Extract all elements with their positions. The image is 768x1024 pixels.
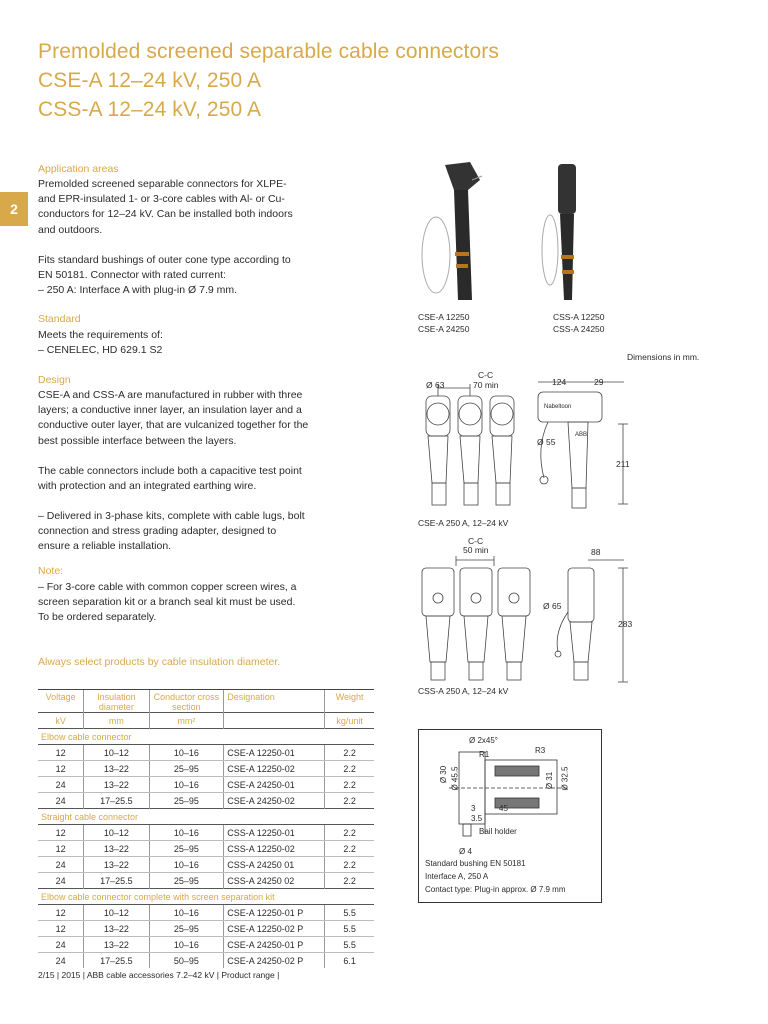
bushing-r1: R1 (479, 750, 490, 759)
chapter-tab: 2 (0, 192, 28, 226)
dimensions-note: Dimensions in mm. (627, 352, 700, 362)
table-cell: 2.2 (325, 873, 374, 889)
table-cell: CSE-A 24250-02 (224, 793, 325, 809)
table-cell: 25–95 (149, 761, 224, 777)
cse-drawing-caption: CSE-A 250 A, 12–24 kV (418, 518, 509, 528)
group-label: Elbow cable connector complete with screen separation kit (38, 889, 374, 905)
table-row (38, 857, 374, 873)
header-voltage: Voltage (38, 690, 84, 713)
table-cell: 13–22 (84, 857, 149, 873)
table-cell: 13–22 (84, 777, 149, 793)
css-caption-2: CSS-A 24250 (553, 324, 605, 334)
table-cell: 13–22 (84, 761, 149, 777)
table-cell: 50–95 (149, 953, 224, 969)
table-cell: 10–16 (149, 825, 224, 841)
css-a-product-photo (540, 160, 600, 310)
table-cell: 17–25.5 (84, 793, 149, 809)
table-header-row (38, 690, 374, 713)
table-cell: 17–25.5 (84, 953, 149, 969)
table-cell: 10–16 (149, 905, 224, 921)
table-cell: 24 (55, 795, 66, 806)
bushing-dim-45: 45 (499, 804, 508, 813)
table-row (38, 937, 374, 953)
page-subtitle-css: CSS-A 12–24 kV, 250 A (38, 98, 262, 121)
table-cell: 24 (38, 857, 84, 873)
table-cell: 24 (38, 937, 84, 953)
css-a-dimension-drawing (418, 552, 648, 687)
table-cell: 25–95 (149, 921, 224, 937)
css-cc-value: 50 min (463, 545, 489, 555)
table-cell: 25–95 (149, 873, 224, 889)
table-cell: 12 (38, 745, 84, 761)
design-text-3: – Delivered in 3-phase kits, complete with cable lugs, bolt connection and stress grading adapter, designed to ensure a reliable installation. (38, 510, 305, 553)
table-cell: 2.2 (325, 825, 374, 841)
table-cell: 2.2 (325, 793, 374, 809)
bushing-interface: Interface A, 250 A (425, 872, 489, 881)
bushing-standard: Standard bushing EN 50181 (425, 859, 526, 868)
table-group-row (38, 809, 374, 825)
bushing-drawing (419, 730, 601, 860)
table-cell: 10–16 (149, 937, 224, 953)
cse-caption-2: CSE-A 24250 (418, 324, 470, 334)
table-row (38, 761, 374, 777)
cse-dia-55: Ø 55 (537, 437, 556, 447)
table-cell: CSS-A 12250-02 (224, 841, 325, 857)
table-row (38, 905, 374, 921)
table-group-row (38, 889, 374, 905)
bushing-d455: Ø 45.5 (450, 766, 460, 791)
table-cell: 6.1 (325, 953, 374, 969)
note-heading: Note: (38, 565, 64, 577)
standard-text: Meets the requirements of: – CENELEC, HD 629.1 S2 (38, 329, 163, 357)
table-cell: 10–12 (84, 905, 149, 921)
table-cell: CSE-A 12250-02 P (224, 921, 325, 937)
cse-a-dimension-drawing (418, 368, 648, 518)
table-cell: CSE-A 24250-01 P (224, 937, 325, 953)
table-cell: 13–22 (84, 841, 149, 857)
table-cell: CSS-A 12250-01 (224, 825, 325, 841)
table-cell: 10–12 (84, 825, 149, 841)
table-cell: 5.5 (325, 921, 374, 937)
bushing-d31: Ø 31 (545, 771, 555, 790)
table-row (38, 825, 374, 841)
css-caption-1: CSS-A 12250 (553, 312, 605, 322)
bushing-d30: Ø 30 (439, 765, 449, 784)
table-cell: 10–16 (149, 857, 224, 873)
table-row (38, 953, 374, 969)
table-cell: 12 (38, 841, 84, 857)
note-text: – For 3-core cable with common copper screen wires, a screen separation kit or a branch seal kit must be used. To be ordered separately. (38, 581, 297, 624)
bushing-dim-35: 3.5 (471, 814, 483, 823)
table-group-row (38, 729, 374, 745)
product-table (38, 689, 374, 968)
table-cell: 12 (38, 905, 84, 921)
bushing-r3: R3 (535, 746, 546, 755)
header-insulation: Insulation diameter (84, 690, 149, 713)
selection-hint: Always select products by cable insulation diameter. (38, 656, 281, 668)
table-cell: 2.2 (325, 761, 374, 777)
header-conductor: Conductor cross section (149, 690, 224, 713)
table-cell: 2.2 (325, 745, 374, 761)
bushing-drawing-box (418, 729, 602, 903)
group-label: Straight cable connector (38, 809, 374, 825)
cse-cc-label: C-C (478, 370, 494, 380)
bushing-dim-3: 3 (471, 804, 476, 813)
cse-dia-left: Ø 63 (426, 380, 445, 390)
table-cell: 2.2 (325, 841, 374, 857)
table-cell: 5.5 (325, 905, 374, 921)
page-subtitle-cse: CSE-A 12–24 kV, 250 A (38, 69, 262, 92)
table-cell: CSE-A 24250-02 P (224, 953, 325, 969)
table-cell: 24 (38, 777, 84, 793)
table-cell: 2.2 (325, 857, 374, 873)
table-row (38, 793, 374, 809)
table-cell: 13–22 (84, 937, 149, 953)
table-cell: CSE-A 24250-01 (224, 777, 325, 793)
cse-brand-label: Nabeltoon (544, 404, 572, 410)
standard-heading: Standard (38, 313, 81, 325)
bushing-d325: Ø 32.5 (560, 766, 570, 791)
cse-dim-29: 29 (594, 377, 604, 387)
table-cell: 25–95 (149, 841, 224, 857)
table-cell: 5.5 (325, 937, 374, 953)
design-text: CSE-A and CSS-A are manufactured in rubber with three layers; a conductive inner layer, an insulation layer and a conductive outer layer, that are vulcanized together for the best possible interface between the layers. (38, 389, 309, 447)
table-units-row: kV mm mm² kg/unit (38, 713, 374, 729)
table-cell: CSE-A 12250-01 (224, 745, 325, 761)
table-cell: 10–12 (84, 745, 149, 761)
css-cc-label: C-C (468, 536, 484, 546)
page-title: Premolded screened separable cable connectors (38, 40, 499, 63)
css-dia-65: Ø 65 (543, 601, 562, 611)
cse-caption-1: CSE-A 12250 (418, 312, 470, 322)
header-designation: Designation (224, 690, 325, 713)
cse-dim-211: 211 (616, 459, 630, 469)
table-cell: 17–25.5 (84, 873, 149, 889)
bushing-chamfer: Ø 2x45° (469, 736, 498, 745)
table-row (38, 745, 374, 761)
table-cell: CSS-A 24250 01 (224, 857, 325, 873)
application-text-2: Fits standard bushings of outer cone type according to EN 50181. Connector with rated current: – 250 A: Interface A with plug-in Ø 7.9 mm. (38, 254, 291, 297)
css-dim-283: 283 (618, 619, 633, 629)
design-text-2: The cable connectors include both a capacitive test point with protection and an integrated earthing wire. (38, 465, 302, 493)
table-row (38, 873, 374, 889)
table-cell: 12 (38, 825, 84, 841)
table-cell: 12 (38, 761, 84, 777)
bushing-bail-holder: Bail holder (479, 827, 517, 836)
table-cell: 10–16 (149, 777, 224, 793)
table-cell: 2.2 (325, 777, 374, 793)
css-dim-88: 88 (591, 547, 601, 557)
application-text: Premolded screened separable connectors for XLPE- and EPR-insulated 1- or 3-core cables with Al- or Cu- conductors for 12–24 kV. Can be installed both indoors and outdoors. (38, 178, 293, 236)
table-cell: 24 (55, 955, 66, 966)
table-row (38, 921, 374, 937)
bushing-contact-type: Contact type: Plug-in approx. Ø 7.9 mm (425, 885, 566, 894)
css-drawing-caption: CSS-A 250 A, 12–24 kV (418, 686, 509, 696)
table-cell: 13–22 (84, 921, 149, 937)
page-footer: 2/15 | 2015 | ABB cable accessories 7.2–42 kV | Product range | (38, 970, 280, 980)
cse-abb-label: ABB (575, 432, 588, 438)
cse-dim-124: 124 (552, 377, 567, 387)
bushing-d4: Ø 4 (459, 847, 472, 856)
header-weight: Weight (325, 690, 374, 713)
table-cell: 24 (55, 875, 66, 886)
table-cell: CSE-A 12250-02 (224, 761, 325, 777)
table-cell: CSE-A 12250-01 P (224, 905, 325, 921)
group-label: Elbow cable connector (38, 729, 374, 745)
table-cell: 12 (38, 921, 84, 937)
table-cell: 25–95 (149, 793, 224, 809)
cse-cc-value: 70 min (473, 380, 499, 390)
table-row (38, 777, 374, 793)
design-heading: Design (38, 374, 71, 386)
application-heading: Application areas (38, 163, 119, 175)
table-cell: 10–16 (149, 745, 224, 761)
table-cell: CSS-A 24250 02 (224, 873, 325, 889)
table-row (38, 841, 374, 857)
